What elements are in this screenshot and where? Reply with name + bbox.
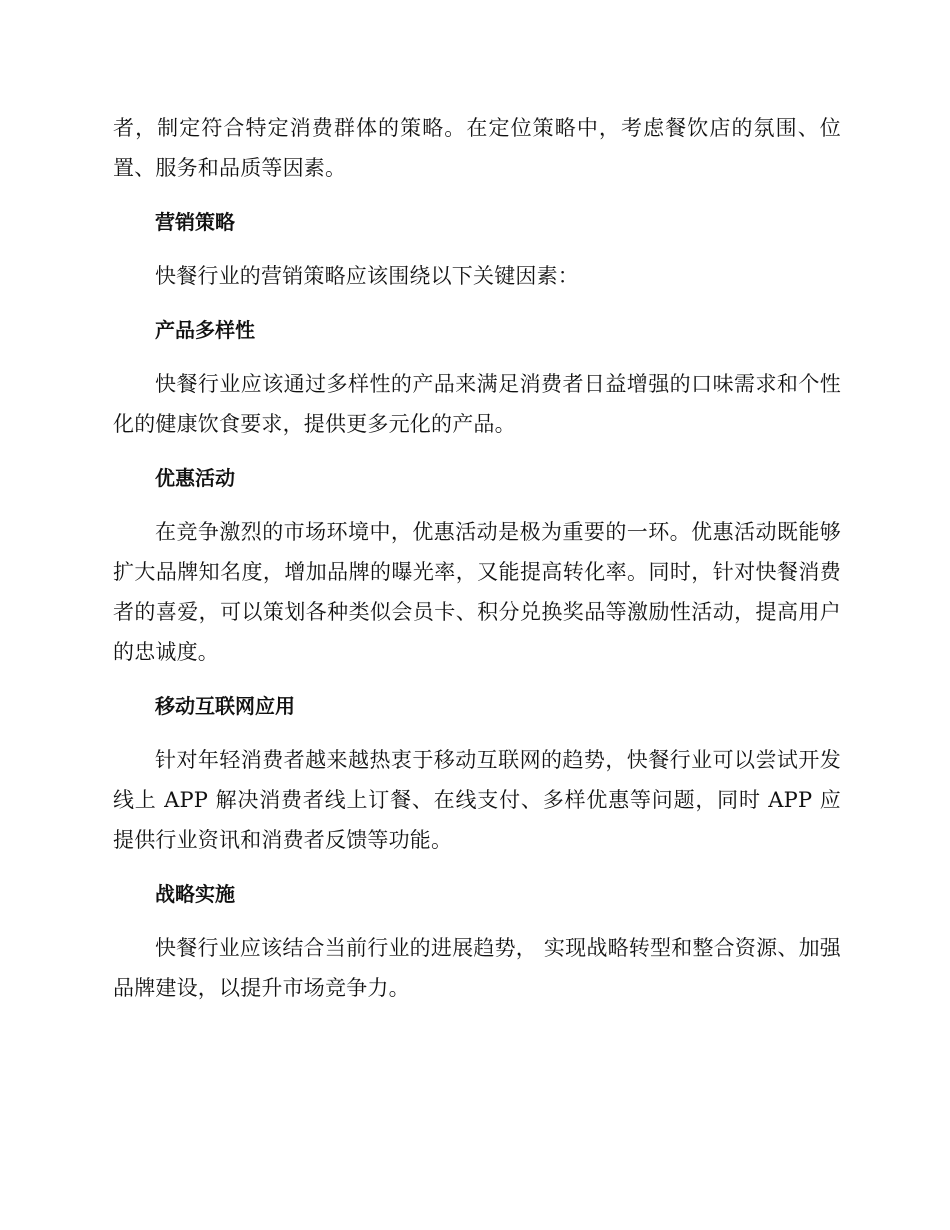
section-heading-strategy-implementation: 战略实施	[155, 882, 235, 906]
document-page	[113, 108, 841, 1008]
section-heading-product-diversity: 产品多样性	[155, 318, 255, 342]
paragraph-strategy-implementation: 快餐行业应该结合当前行业的进展趋势， 实现战略转型和整合资源、加强品牌建设，以提升市场竞争力。	[113, 936, 841, 1000]
section-heading-promotions: 优惠活动	[155, 466, 235, 490]
paragraph-promotions: 在竞争激烈的市场环境中，优惠活动是极为重要的一环。优惠活动既能够扩大品牌知名度，增加品牌的曝光率，又能提高转化率。同时，针对快餐消费者的喜爱，可以策划各种类似会员卡、积分兑换奖品等激励性活动，提高用户的忠诚度。	[113, 520, 841, 664]
paragraph-product-diversity: 快餐行业应该通过多样性的产品来满足消费者日益增强的口味需求和个性化的健康饮食要求，提供更多元化的产品。	[113, 372, 841, 436]
section-heading-mobile-internet: 移动互联网应用	[155, 694, 295, 718]
paragraph-marketing-intro: 快餐行业的营销策略应该围绕以下关键因素：	[155, 264, 579, 288]
paragraph-mobile-internet: 针对年轻消费者越来越热衷于移动互联网的趋势，快餐行业可以尝试开发线上 APP 解决消费者线上订餐、在线支付、多样优惠等问题，同时 APP 应提供行业资讯和消费者反馈等功能。	[113, 748, 841, 852]
continuation-paragraph: 者，制定符合特定消费群体的策略。在定位策略中，考虑餐饮店的氛围、位置、服务和品质等因素。	[113, 116, 841, 180]
section-heading-marketing-strategy: 营销策略	[155, 210, 235, 234]
